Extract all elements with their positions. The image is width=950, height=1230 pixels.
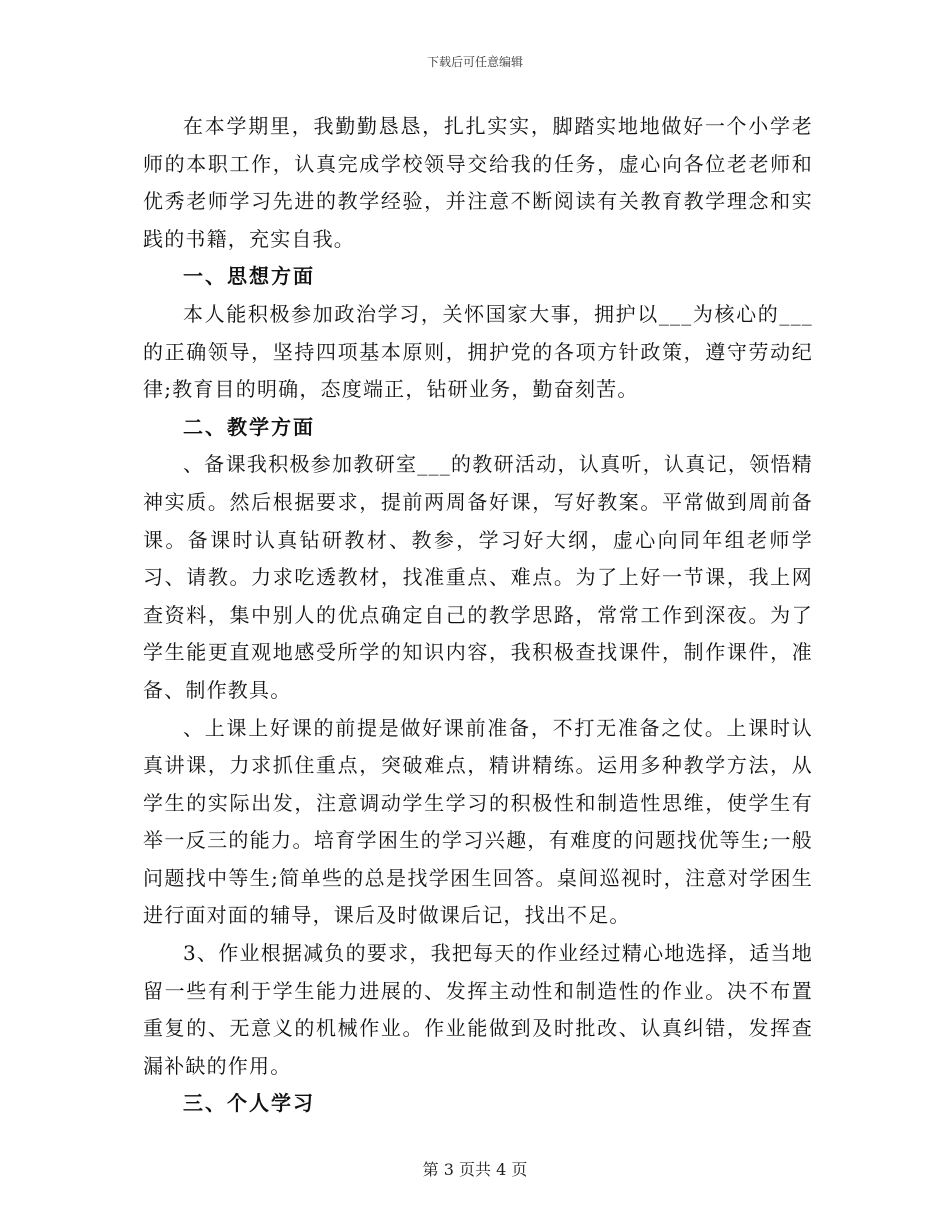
thought-paragraph: 本人能积极参加政治学习，关怀国家大事，拥护以___为核心的___的正确领导，坚持四项基本原则，拥护党的各项方针政策，遵守劳动纪律;教育目的明确，态度端正，钻研业务，勤奋刻苦。 <box>143 301 813 402</box>
intro-paragraph: 在本学期里，我勤勤恳恳，扎扎实实，脚踏实地地做好一个小学老师的本职工作，认真完成学校领导交给我的任务，虚心向各位老老师和优秀老师学习先进的教学经验，并注意不断阅读有关教育教学理念和实践的书籍，充实自我。 <box>143 114 813 251</box>
class-teaching-paragraph: 、上课上好课的前提是做好课前准备，不打无准备之仗。上课时认真讲课，力求抓住重点，突破难点，精讲精练。运用多种教学方法，从学生的实际出发，注意调动学生学习的积极性和制造性思维，使学生有举一反三的能力。培育学困生的学习兴趣，有难度的问题找优等生;一般问题找中等生;简单些的总是找学困生回答。桌间巡视时，注意对学困生进行面对面的辅导，课后及时做课后记，找出不足。 <box>143 715 813 928</box>
section-heading-personal-study: 三、个人学习 <box>183 1091 315 1116</box>
document-body <box>143 108 813 1123</box>
section-heading-thought: 一、思想方面 <box>183 264 315 289</box>
header-note: 下载后可任意编辑 <box>426 55 523 69</box>
lesson-prep-paragraph: 、备课我积极参加教研室___的教研活动，认真听，认真记，领悟精神实质。然后根据要求，提前两周备好课，写好教案。平常做到周前备课。备课时认真钻研教材、教参，学习好大纲，虚心向同年组老师学习、请教。力求吃透教材，找准重点、难点。为了上好一节课，我上网查资料，集中别人的优点确定自己的教学思路，常常工作到深夜。为了学生能更直观地感受所学的知识内容，我积极查找课件，制作课件，准备、制作教具。 <box>143 452 813 702</box>
homework-paragraph: 3、作业根据减负的要求，我把每天的作业经过精心地选择，适当地留一些有利于学生能力进展的、发挥主动性和制造性的作业。决不布置重复的、无意义的机械作业。作业能做到及时批改、认真纠错，发挥查漏补缺的作用。 <box>143 941 813 1078</box>
page-number: 第 3 页共 4 页 <box>422 1160 528 1179</box>
section-heading-teaching: 二、教学方面 <box>183 414 315 439</box>
